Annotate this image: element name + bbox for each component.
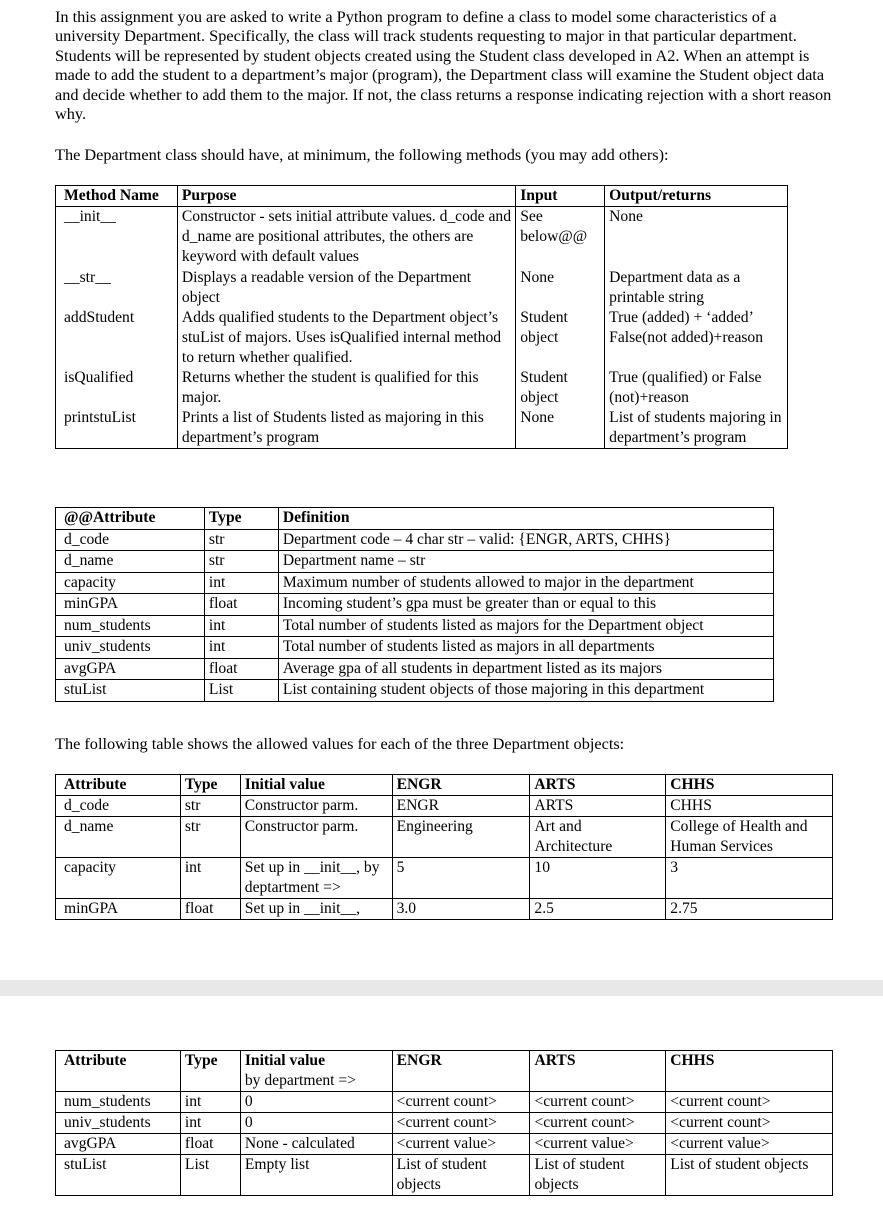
method-purpose: Adds qualified students to the Department object’s stuList of majors. Uses isQualified internal method to return whether qualified.	[177, 308, 515, 368]
table-row	[56, 551, 774, 573]
attribute-name: d_name	[56, 817, 181, 858]
column-header: Purpose	[177, 186, 515, 207]
attribute-definition: Department name – str	[278, 551, 773, 573]
attribute-type: float	[204, 658, 278, 680]
column-header: Type	[180, 775, 240, 796]
column-header: ARTS	[530, 775, 666, 796]
attribute-name: minGPA	[56, 594, 205, 616]
table-row	[56, 796, 833, 817]
attribute-type: int	[180, 1092, 240, 1113]
method-input: Student object	[516, 308, 605, 368]
attribute-definition: Department code – 4 char str – valid: {ENGR, ARTS, CHHS}	[278, 529, 773, 551]
method-name: __str__	[56, 268, 178, 308]
arts-value: ARTS	[530, 796, 666, 817]
attribute-type: List	[204, 680, 278, 702]
attribute-type: int	[204, 572, 278, 594]
column-header: Type	[204, 508, 278, 530]
attribute-type: int	[204, 637, 278, 659]
arts-value: <current count>	[530, 1113, 666, 1134]
initial-value-header: Initial value	[244, 1052, 326, 1069]
column-header: Input	[516, 186, 605, 207]
attributes-table	[55, 507, 774, 702]
attribute-type: str	[180, 796, 240, 817]
method-name: __init__	[56, 207, 178, 268]
column-header: ENGR	[392, 1051, 530, 1092]
method-output: None	[605, 207, 788, 268]
method-name: isQualified	[56, 368, 178, 408]
attribute-type: int	[180, 1113, 240, 1134]
methods-table	[55, 185, 788, 449]
column-header: Definition	[278, 508, 773, 530]
attribute-definition: Average gpa of all students in department listed as its majors	[278, 658, 773, 680]
method-input: See below@@	[516, 207, 605, 268]
initial-value: 0	[240, 1113, 392, 1134]
attribute-name: avgGPA	[56, 1134, 181, 1155]
table-row	[56, 615, 774, 637]
method-purpose: Prints a list of Students listed as majoring in this department’s program	[177, 408, 515, 449]
column-header: CHHS	[666, 1051, 833, 1092]
attribute-type: float	[180, 899, 240, 920]
attribute-name: d_code	[56, 529, 205, 551]
method-output: True (qualified) or False (not)+reason	[605, 368, 788, 408]
method-purpose: Returns whether the student is qualified for this major.	[177, 368, 515, 408]
chhs-value: <current count>	[666, 1092, 833, 1113]
table-row	[56, 1092, 833, 1113]
table-row	[56, 658, 774, 680]
column-header: CHHS	[666, 775, 833, 796]
engr-value: <current count>	[392, 1113, 530, 1134]
initial-value: Set up in __init__, by deptartment =>	[240, 858, 392, 899]
table-row	[56, 637, 774, 659]
arts-value: 2.5	[530, 899, 666, 920]
column-header: Attribute	[56, 1051, 181, 1092]
column-header: Type	[180, 1051, 240, 1092]
chhs-value: 3	[666, 858, 833, 899]
table-row	[56, 1113, 833, 1134]
table-row	[56, 408, 788, 449]
arts-value: <current value>	[530, 1134, 666, 1155]
attribute-name: univ_students	[56, 637, 205, 659]
attribute-name: capacity	[56, 858, 181, 899]
engr-value: Engineering	[392, 817, 530, 858]
attribute-name: d_name	[56, 551, 205, 573]
table-row	[56, 1134, 833, 1155]
table-row	[56, 207, 788, 268]
initial-value: Empty list	[240, 1155, 392, 1196]
attribute-type: str	[204, 529, 278, 551]
attribute-definition: Maximum number of students allowed to major in the department	[278, 572, 773, 594]
values-table	[55, 774, 833, 920]
attribute-type: List	[180, 1155, 240, 1196]
table-row	[56, 1155, 833, 1196]
column-header: Attribute	[56, 775, 181, 796]
initial-value: Constructor parm.	[240, 796, 392, 817]
chhs-value: 2.75	[666, 899, 833, 920]
attribute-name: d_code	[56, 796, 181, 817]
column-header: Initial value	[240, 775, 392, 796]
table-header-row	[56, 1051, 833, 1092]
initial-value: 0	[240, 1092, 392, 1113]
attribute-name: avgGPA	[56, 658, 205, 680]
attribute-name: num_students	[56, 1092, 181, 1113]
initial-value: Constructor parm.	[240, 817, 392, 858]
method-input: None	[516, 268, 605, 308]
values-intro: The following table shows the allowed values for each of the three Department objects:	[55, 734, 625, 753]
intro-paragraph: In this assignment you are asked to write a Python program to define a class to model some characteristics of a university Department. Specifically, the class will track students requesting to major in that particular department. Students will be represented by student objects created using the Student class developed in A2. When an attempt is made to add the student to a department’s major (program), the Department class will examine the Student object data and decide whether to add them to the major. If not, the class returns a response indicating rejection with a short reason why.	[55, 7, 832, 124]
table-header-row	[56, 775, 833, 796]
table-row	[56, 308, 788, 368]
column-header: Output/returns	[605, 186, 788, 207]
attribute-type: float	[180, 1134, 240, 1155]
attribute-type: str	[204, 551, 278, 573]
chhs-value: CHHS	[666, 796, 833, 817]
attribute-name: num_students	[56, 615, 205, 637]
attribute-definition: List containing student objects of those majoring in this department	[278, 680, 773, 702]
chhs-value: <current count>	[666, 1113, 833, 1134]
table-header-row	[56, 186, 788, 207]
arts-value: List of student objects	[530, 1155, 666, 1196]
table-row	[56, 594, 774, 616]
method-input: None	[516, 408, 605, 449]
method-output: Department data as a printable string	[605, 268, 788, 308]
attribute-definition: Total number of students listed as majors in all departments	[278, 637, 773, 659]
chhs-value: List of student objects	[666, 1155, 833, 1196]
method-purpose: Constructor - sets initial attribute values. d_code and d_name are positional attributes, the others are keyword with default values	[177, 207, 515, 268]
engr-value: <current count>	[392, 1092, 530, 1113]
engr-value: List of student objects	[392, 1155, 530, 1196]
method-input: Student object	[516, 368, 605, 408]
attribute-type: str	[180, 817, 240, 858]
table-row	[56, 680, 774, 702]
arts-value: <current count>	[530, 1092, 666, 1113]
attribute-definition: Total number of students listed as majors for the Department object	[278, 615, 773, 637]
table-row	[56, 268, 788, 308]
method-name: addStudent	[56, 308, 178, 368]
method-name: printstuList	[56, 408, 178, 449]
methods-intro: The Department class should have, at minimum, the following methods (you may add others):	[55, 145, 669, 164]
attribute-name: capacity	[56, 572, 205, 594]
chhs-value: <current value>	[666, 1134, 833, 1155]
column-header: ARTS	[530, 1051, 666, 1092]
method-output: List of students majoring in department’s program	[605, 408, 788, 449]
table-row	[56, 899, 833, 920]
document-page-2	[0, 996, 883, 1208]
attribute-name: minGPA	[56, 899, 181, 920]
initial-value: Set up in __init__,	[240, 899, 392, 920]
column-header	[240, 1051, 392, 1092]
engr-value: ENGR	[392, 796, 530, 817]
initial-value: None - calculated	[240, 1134, 392, 1155]
column-header: @@Attribute	[56, 508, 205, 530]
attribute-name: stuList	[56, 1155, 181, 1196]
method-output: True (added) + ‘added’ False(not added)+reason	[605, 308, 788, 368]
attribute-type: int	[180, 858, 240, 899]
method-purpose: Displays a readable version of the Department object	[177, 268, 515, 308]
values-table-continued	[55, 1050, 833, 1196]
attribute-name: univ_students	[56, 1113, 181, 1134]
column-header: Method Name	[56, 186, 178, 207]
chhs-value: College of Health and Human Services	[666, 817, 833, 858]
attribute-name: stuList	[56, 680, 205, 702]
engr-value: 5	[392, 858, 530, 899]
table-row	[56, 368, 788, 408]
attribute-definition: Incoming student’s gpa must be greater than or equal to this	[278, 594, 773, 616]
column-header: ENGR	[392, 775, 530, 796]
initial-value-subheader: by department =>	[244, 1072, 356, 1089]
table-header-row	[56, 508, 774, 530]
table-row	[56, 572, 774, 594]
arts-value: Art and Architecture	[530, 817, 666, 858]
table-row	[56, 529, 774, 551]
table-row	[56, 858, 833, 899]
engr-value: <current value>	[392, 1134, 530, 1155]
attribute-type: float	[204, 594, 278, 616]
attribute-type: int	[204, 615, 278, 637]
arts-value: 10	[530, 858, 666, 899]
engr-value: 3.0	[392, 899, 530, 920]
table-row	[56, 817, 833, 858]
